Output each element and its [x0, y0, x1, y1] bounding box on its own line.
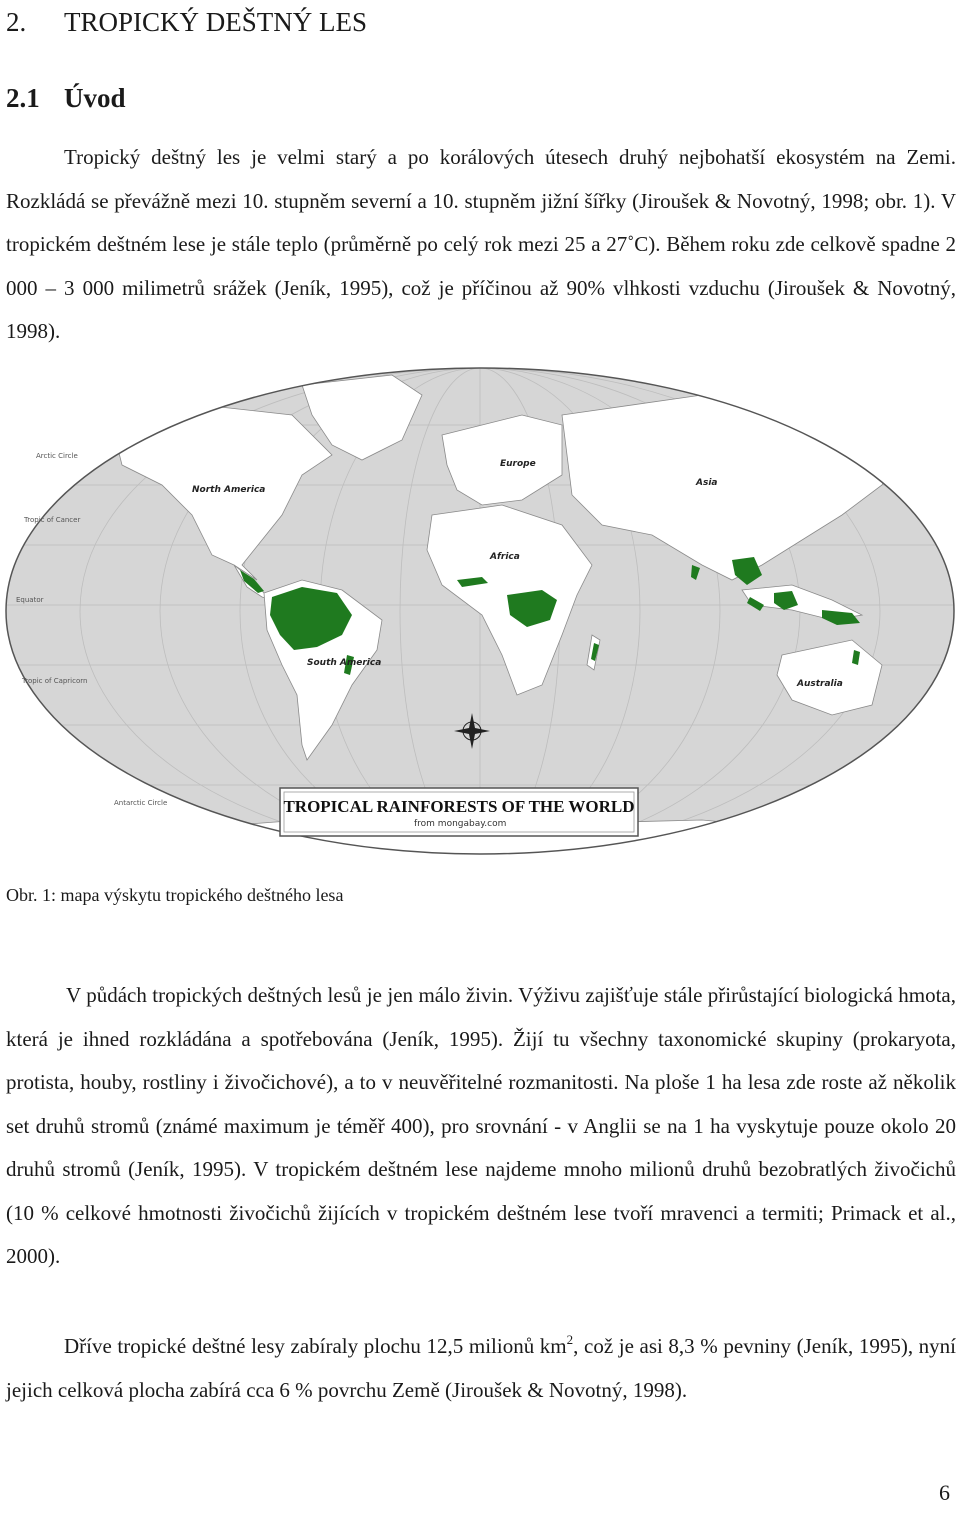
map-title: TROPICAL RAINFORESTS OF THE WORLD [283, 797, 635, 816]
chapter-number: 2. [6, 7, 27, 37]
chapter-heading [6, 4, 367, 40]
map-title-box [280, 788, 638, 836]
soil-paragraph [6, 974, 956, 1279]
label-australia: Australia [797, 679, 843, 689]
page-number: 6 [939, 1480, 950, 1505]
label-north-america: North America [192, 485, 266, 495]
label-tropic-capricorn: Tropic of Capricorn [22, 677, 88, 685]
soil-paragraph-text: V půdách tropických deštných lesů je jen málo živin. Výživu zajišťuje stále přirůstající biologická hmota, která je ihned rozkládána a spotřebována (Jeník, 1995). Žijí tu všechny taxonomické skupiny (prokaryota, protista, houby, rostliny i živočichové), a to v neuvěřitelné rozmanitosti. Na ploše 1 ha lesa zde roste až několik set druhů stromů (známé maximum je téměř 400), pro srovnání - v Anglii se na 1 ha vyskytuje pouze okolo 20 druhů stromů (Jeník, 1995). V tropickém deštném lese najdeme mnoho milionů druhů bezobratlých živočichů (10 % celkové hmotnosti živočichů žijících v tropickém deštném lese tvoří mravenci a termiti; Primack et al., 2000). [6, 983, 956, 1268]
area-superscript: 2 [566, 1332, 574, 1347]
section-heading [6, 80, 126, 116]
world-rainforest-map [2, 365, 958, 858]
intro-paragraph [6, 136, 956, 354]
label-asia: Asia [696, 478, 718, 488]
label-europe: Europe [500, 459, 536, 469]
section-title: Úvod [64, 83, 126, 113]
figure-caption: Obr. 1: mapa výskytu tropického deštného lesa [6, 885, 344, 905]
intro-paragraph-text: Tropický deštný les je velmi starý a po korálových útesech druhý nejbohatší ekosystém na Zemi. Rozkládá se převážně mezi 10. stupněm severní a 10. stupněm jižní šířky (Jiroušek & Novotný, 1998; obr. 1). V tropickém deštném lese je stále teplo (průměrně po celý rok mezi 25 a 27˚C). Během roku zde celkově spadne 2 000 – 3 000 milimetrů srážek (Jeník, 1995), což je příčinou až 90% vlhkosti vzduchu (Jiroušek & Novotný, 1998). [6, 145, 956, 343]
chapter-title: TROPICKÝ DEŠTNÝ LES [64, 7, 368, 37]
area-paragraph [6, 1325, 956, 1412]
map-source: from mongabay.com [414, 819, 507, 829]
label-antarctic-circle: Antarctic Circle [114, 799, 168, 807]
label-tropic-cancer: Tropic of Cancer [24, 516, 81, 524]
label-south-america: South America [307, 658, 382, 668]
area-paragraph-text-before: Dříve tropické deštné lesy zabíraly plochu 12,5 milionů km [64, 1334, 567, 1358]
label-equator: Equator [16, 596, 44, 604]
label-arctic-circle: Arctic Circle [36, 452, 78, 460]
label-africa: Africa [490, 552, 520, 562]
area-paragraph-text-after: , což je asi 8,3 % pevniny (Jeník, 1995), nyní jejich celková plocha zabírá cca 6 % povrchu Země (Jiroušek & Novotný, 1998). [6, 1334, 957, 1402]
section-number: 2.1 [6, 83, 40, 113]
